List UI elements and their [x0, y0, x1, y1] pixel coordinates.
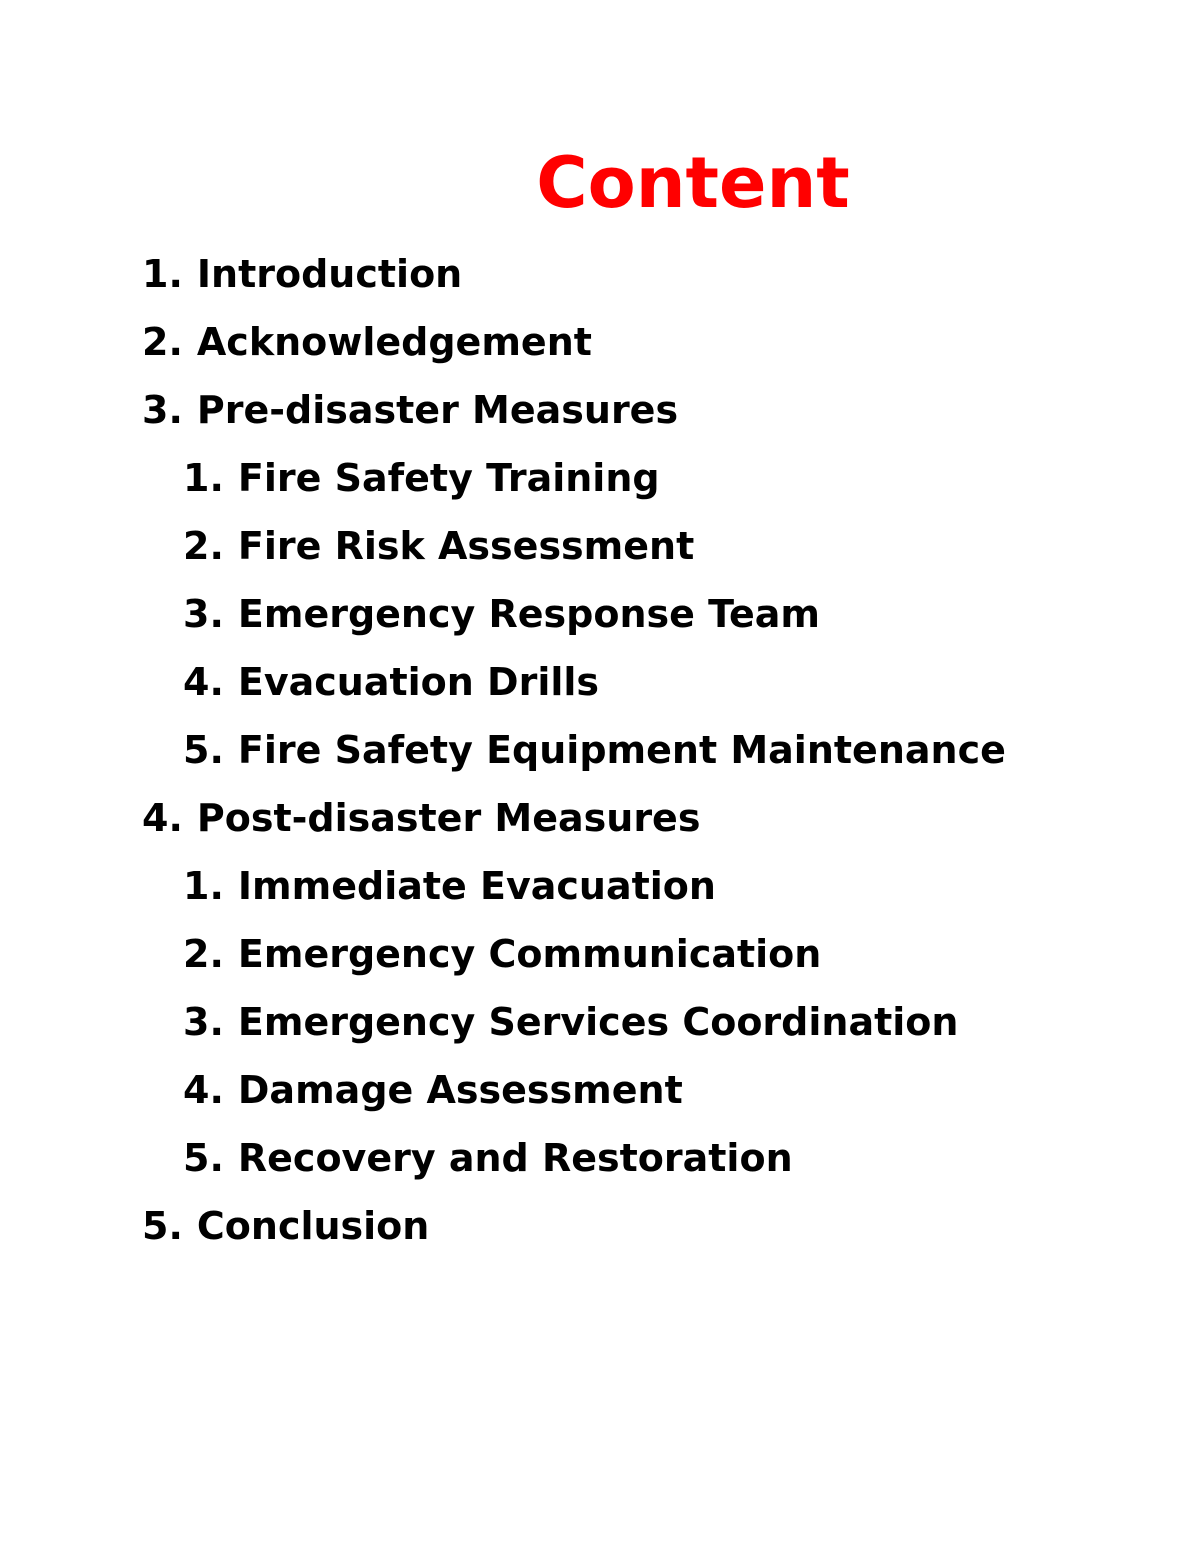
toc-entry-introduction: [142, 250, 462, 298]
toc-subentry-emergency-services-coordination: [183, 998, 958, 1046]
toc-entry-label: Damage Assessment: [237, 1068, 683, 1112]
toc-entry-number: 5.: [183, 728, 224, 772]
toc-entry-label: Immediate Evacuation: [237, 864, 716, 908]
toc-entry-number: 5.: [142, 1204, 183, 1248]
toc-entry-number: 4.: [183, 660, 224, 704]
toc-entry-number: 3.: [183, 1000, 224, 1044]
toc-entry-label: Emergency Services Coordination: [237, 1000, 959, 1044]
toc-entry-number: 3.: [183, 592, 224, 636]
toc-entry-number: 1.: [142, 252, 183, 296]
toc-entry-label: Recovery and Restoration: [237, 1136, 793, 1180]
toc-entry-number: 2.: [183, 524, 224, 568]
toc-entry-label: Pre-disaster Measures: [196, 388, 679, 432]
toc-entry-label: Fire Risk Assessment: [237, 524, 695, 568]
toc-entry-acknowledgement: [142, 318, 592, 366]
toc-entry-label: Fire Safety Equipment Maintenance: [237, 728, 1006, 772]
toc-subentry-fire-safety-training: [183, 454, 660, 502]
toc-subentry-immediate-evacuation: [183, 862, 716, 910]
toc-entry-number: 5.: [183, 1136, 224, 1180]
toc-entry-label: Post-disaster Measures: [196, 796, 701, 840]
toc-entry-label: Conclusion: [196, 1204, 430, 1248]
toc-entry-number: 1.: [183, 456, 224, 500]
toc-entry-label: Acknowledgement: [196, 320, 592, 364]
toc-entry-post-disaster-measures: [142, 794, 700, 842]
toc-entry-pre-disaster-measures: [142, 386, 678, 434]
toc-entry-number: 1.: [183, 864, 224, 908]
toc-entry-number: 4.: [142, 796, 183, 840]
toc-subentry-emergency-communication: [183, 930, 821, 978]
toc-entry-number: 2.: [142, 320, 183, 364]
toc-subentry-damage-assessment: [183, 1066, 683, 1114]
toc-entry-label: Fire Safety Training: [237, 456, 660, 500]
toc-entry-number: 3.: [142, 388, 183, 432]
toc-entry-conclusion: [142, 1202, 429, 1250]
toc-entry-label: Emergency Response Team: [237, 592, 821, 636]
toc-subentry-fire-risk-assessment: [183, 522, 694, 570]
toc-entry-number: 4.: [183, 1068, 224, 1112]
toc-entry-label: Emergency Communication: [237, 932, 822, 976]
toc-subentry-evacuation-drills: [183, 658, 599, 706]
toc-subentry-recovery-and-restoration: [183, 1134, 793, 1182]
toc-entry-label: Introduction: [196, 252, 463, 296]
page-title: Content: [536, 142, 850, 224]
toc-entry-number: 2.: [183, 932, 224, 976]
toc-subentry-emergency-response-team: [183, 590, 820, 638]
toc-subentry-fire-safety-equipment-maintenance: [183, 726, 1006, 774]
toc-entry-label: Evacuation Drills: [237, 660, 600, 704]
